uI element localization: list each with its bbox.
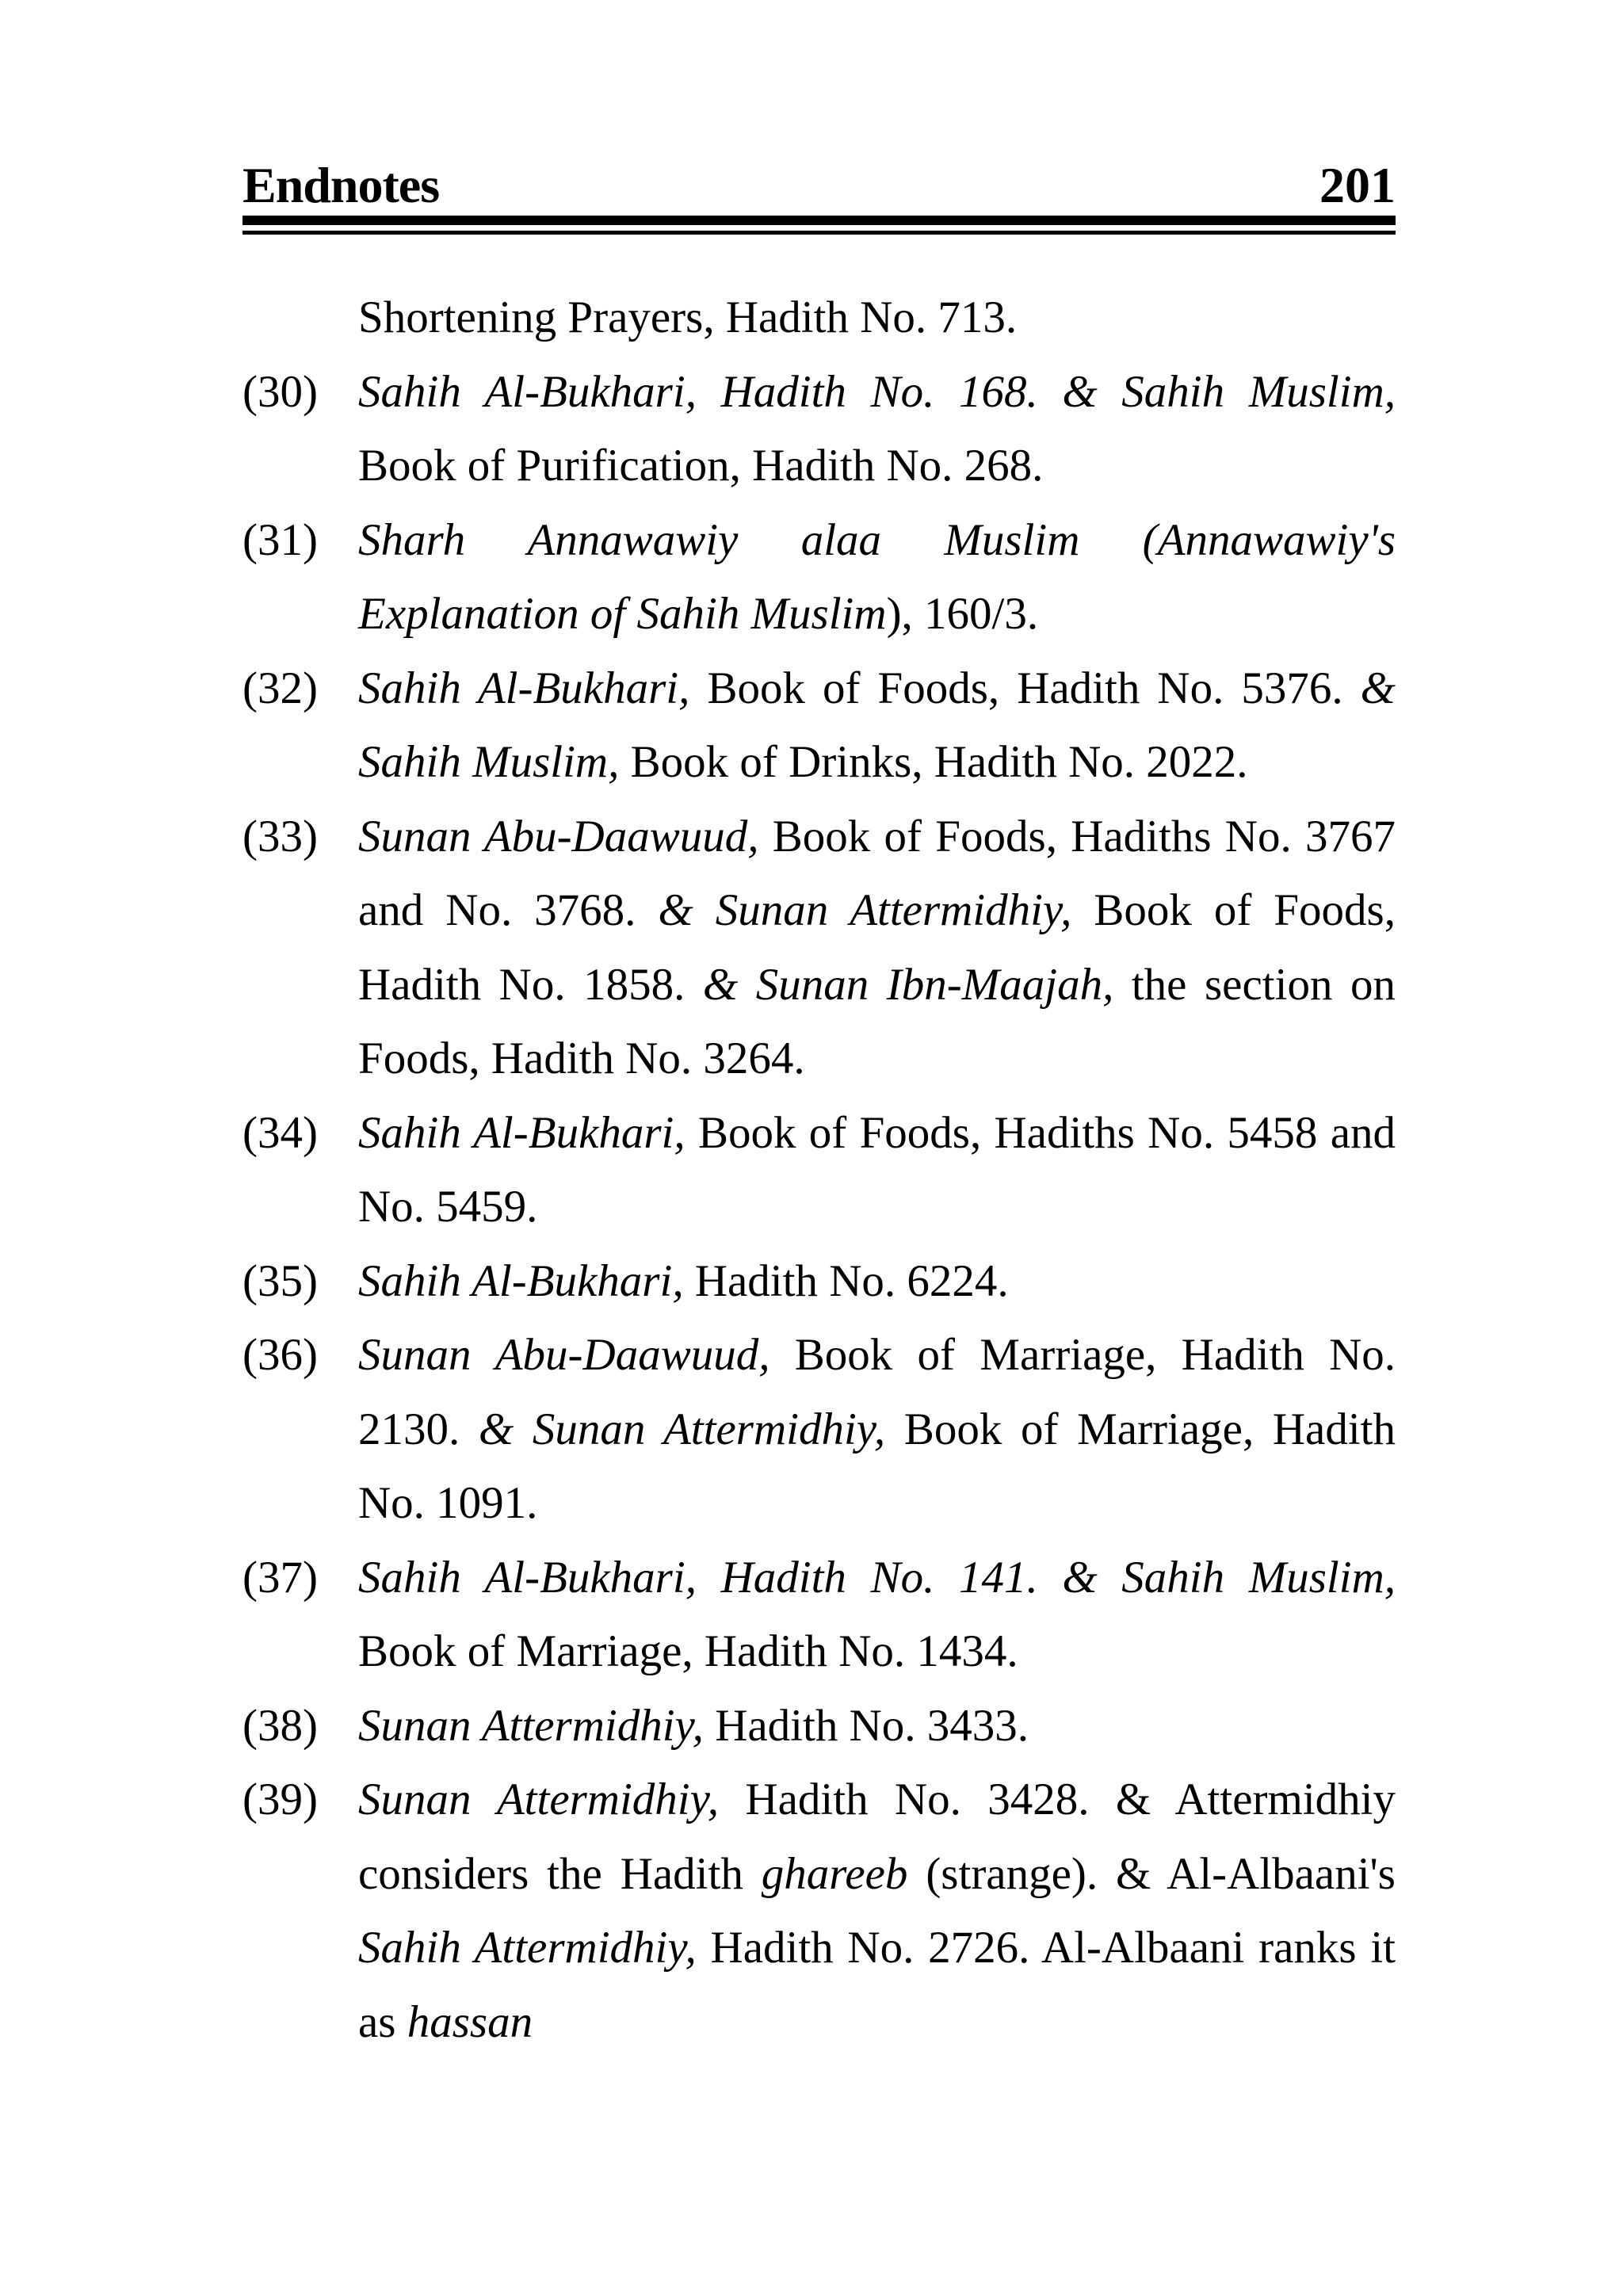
endnote-32: [242, 651, 1396, 800]
endnote-36: [242, 1318, 1396, 1541]
endnote-number: (37): [242, 1552, 318, 1603]
citation-title: hassan: [407, 1996, 533, 2047]
citation-title: & Sunan Attermidhiy,: [478, 1404, 886, 1454]
endnotes-list: [242, 281, 1396, 2059]
endnote-text: [358, 800, 1396, 1096]
citation-text: Book of Marriage, Hadith No. 2130.: [358, 1330, 1396, 1454]
citation-title: Sahih Al-Bukhari, Hadith No. 168. & Sahih Muslim,: [358, 366, 1396, 417]
citation-text: Book of Foods, Hadith No. 5376.: [689, 663, 1361, 713]
endnote-text: [358, 355, 1396, 503]
running-title: Endnotes: [242, 157, 440, 213]
citation-text: Book of Foods, Hadiths No. 5458 and No. 5459.: [358, 1107, 1396, 1232]
citation-title: Sharh Annawawiy alaa Muslim (Annawawiy's Explanation of Sahih Muslim: [358, 514, 1396, 639]
endnote-text: [358, 1096, 1396, 1244]
endnote-text: [358, 1763, 1396, 2059]
endnote-number: (33): [242, 811, 318, 861]
endnote-number: (35): [242, 1255, 318, 1306]
citation-text: Book of Purification, Hadith No. 268.: [358, 441, 1044, 491]
endnote-text: [358, 281, 1396, 355]
citation-text: Book of Foods, Hadith No. 1858.: [358, 885, 1396, 1010]
citation-text: Book of Drinks, Hadith No. 2022.: [619, 737, 1248, 787]
citation-text: (strange). & Al-Albaani's: [907, 1848, 1396, 1899]
endnote-30: [242, 355, 1396, 503]
citation-text: ), 160/3.: [886, 589, 1039, 639]
endnote-33: [242, 800, 1396, 1096]
citation-text: Hadith No. 6224.: [683, 1255, 1009, 1306]
endnote-number: (34): [242, 1107, 318, 1158]
citation-title: Sahih Al-Bukhari,: [358, 1107, 685, 1158]
citation-title: & Sahih Muslim,: [358, 663, 1396, 787]
citation-title: & Sunan Attermidhiy,: [658, 885, 1072, 935]
page-header: [242, 147, 1396, 211]
endnote-text: [358, 1244, 1396, 1319]
citation-title: Sahih Al-Bukhari, Hadith No. 141. & Sahih Muslim,: [358, 1552, 1396, 1603]
citation-text: Hadith No. 3428. & Attermidhiy considers the Hadith: [358, 1775, 1396, 1899]
citation-title: & Sunan Ibn-Maajah,: [702, 959, 1114, 1010]
endnote-text: [358, 1689, 1396, 1763]
citation-title: Sunan Attermidhiy,: [358, 1775, 720, 1824]
citation-text: Hadith No. 2726. Al-Albaani ranks it as: [358, 1923, 1396, 2047]
endnote-34: [242, 1096, 1396, 1244]
citation-text: Shortening Prayers, Hadith No. 713.: [358, 292, 1018, 342]
endnote-number: (32): [242, 663, 318, 713]
citation-title: Sahih Al-Bukhari,: [358, 1255, 684, 1306]
endnote-31: [242, 503, 1396, 651]
header-rule-thin: [242, 231, 1396, 235]
endnote-number: (38): [242, 1700, 318, 1751]
citation-title: Sahih Al-Bukhari,: [358, 663, 690, 713]
citation-title: Sahih Attermidhiy,: [358, 1923, 697, 1973]
endnote-text: [358, 503, 1396, 651]
endnote-text: [358, 1318, 1396, 1541]
endnote-38: [242, 1689, 1396, 1763]
citation-text: Book of Marriage, Hadith No. 1091.: [358, 1404, 1396, 1528]
endnote-29-continued: [242, 281, 1396, 355]
endnote-number: (30): [242, 366, 318, 417]
citation-text: Hadith No. 3433.: [703, 1700, 1029, 1751]
endnote-number: (31): [242, 514, 318, 565]
page-number: 201: [1319, 157, 1396, 213]
citation-title: ghareeb: [761, 1848, 908, 1899]
endnote-text: [358, 1541, 1396, 1689]
endnote-number: (36): [242, 1330, 318, 1380]
endnote-35: [242, 1244, 1396, 1319]
citation-text: Book of Foods, Hadiths No. 3767 and No. 3768.: [358, 811, 1396, 935]
citation-title: Sunan Abu-Daawuud,: [358, 1330, 770, 1380]
citation-title: Sunan Abu-Daawuud,: [358, 811, 759, 861]
citation-text: the section on Foods, Hadith No. 3264.: [358, 959, 1396, 1083]
endnote-text: [358, 651, 1396, 800]
citation-title: Sunan Attermidhiy,: [358, 1700, 704, 1751]
citation-text: Book of Marriage, Hadith No. 1434.: [358, 1626, 1018, 1676]
endnote-39: [242, 1763, 1396, 2059]
endnote-number: (39): [242, 1775, 318, 1824]
header-rule-thick: [242, 216, 1396, 225]
endnote-37: [242, 1541, 1396, 1689]
